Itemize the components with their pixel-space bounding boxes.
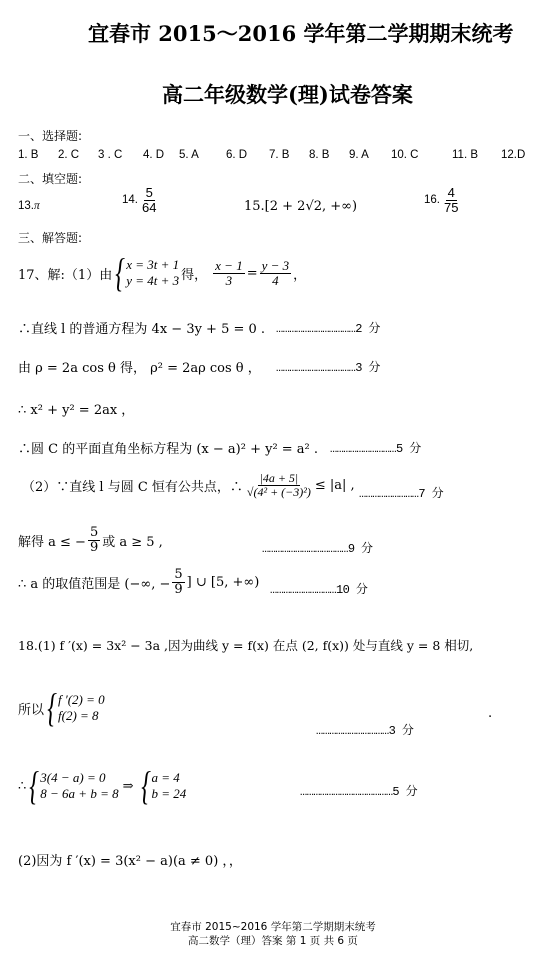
q17-dist-num: |4a + 5| [259,471,299,485]
answer-9: 9. A [349,149,369,161]
q17-get: 得， [181,267,208,283]
q18-system [44,685,105,730]
score-2: ………………………………2 分 [276,322,380,336]
fill-answer-13 [18,200,40,212]
q17-circle-equation: ∴圆 C 的平面直角坐标方程为 (x − a)² + y² = a² . [18,442,319,457]
fill-16-numerator: 4 [447,185,455,200]
section-choice-heading: 一、选择题: [18,129,83,143]
section-fill-heading: 二、填空题: [18,172,83,186]
q17-intro: 17、解:（1）由 [18,267,113,283]
section-solution-heading: 三、解答题: [18,231,83,245]
fill-13-label: 13. [18,200,34,212]
q18-solve-line [18,763,187,808]
q18-system-row1: f ′(2) = 0 [58,691,105,707]
answer-12: 12.D [501,149,526,161]
q18-system-row6: b = 24 [151,786,187,801]
q17-solve-den: 9 [89,539,99,555]
fill-16-denominator: 75 [444,199,459,215]
fill-14-label: 14. [122,194,138,207]
answer-6: 6. D [226,149,248,161]
q17-frac2-den: 4 [272,272,279,288]
q17-frac1-den: 3 [225,272,233,288]
answer-10: 10. C [391,149,419,161]
q17-part2-post: ≤ |a| , [314,477,355,493]
q17-range-den: 9 [174,581,183,597]
answer-11: 11. B [452,149,478,161]
q17-range-num: 5 [174,567,183,582]
brace-icon: { [115,250,126,295]
answer-4: 4. D [143,149,165,161]
q17-solve-post: 或 a ≥ 5 , [102,534,163,550]
q18-dot: . [488,706,493,721]
q17-range-line [18,568,259,596]
q18-part1: 18.(1) f ′(x) = 3x² − 3a ,因为曲线 y = f(x) 在点 (2, f(x)) 处与直线 y = 8 相切, [18,638,474,653]
score-3b: ……………………………3 分 [316,724,414,738]
answer-2: 2. C [58,149,80,161]
q18-system-line [18,685,105,730]
footer-line2: 高二数学（理）答案 第 1 页 共 6 页 [188,935,358,947]
q17-solve-line [18,526,163,554]
q17-polar: 由 ρ = 2a cos θ 得， ρ² = 2aρ cos θ ， [18,361,261,376]
q18-so: 所以 [18,702,45,718]
q17-solve-num: 5 [89,525,99,540]
answer-1: 1. B [18,149,39,161]
score-10: …………………………10 分 [270,583,368,597]
score-9: …………………………………9 分 [262,542,373,556]
q17-part2-pre: （2）∵直线 l 与圆 C 恒有公共点，∴ [22,479,243,495]
q18-system-3 [138,763,187,808]
answer-7: 7. B [269,149,290,161]
fill-14-numerator: 5 [145,185,153,200]
q18-therefore: ∴ [18,778,27,794]
q18-system-row3: 3(4 − a) = 0 [40,769,106,785]
page-subtitle: 高二年级数学(理)试卷答案 [162,82,413,107]
q17-system-row1: x = 3t + 1 [126,256,180,272]
fill-16-label: 16. [424,194,440,207]
score-5b: ……………………………………5 分 [300,785,418,799]
q17-part2-line [22,472,355,498]
implies-icon: ⇒ [122,778,134,794]
q17-intro-line: 17、解:（1）由 { x = 3t + 1 y = 4t + 3 得， $\frac{x - 1}{3}$ = $\frac{y - 3}{4}$ ， [18,250,307,295]
fill-answer-16 [424,186,462,214]
q18-system-row5: a = 4 [151,769,180,785]
answer-5: 5. A [179,149,199,161]
score-7: ………………………7 分 [359,487,444,501]
fill-14-denominator: 64 [142,199,157,215]
q17-range-post: ] ∪ [5, +∞) [186,574,260,590]
q18-part2: (2)因为 f ′(x) = 3(x² − a)(a ≠ 0) ，， [18,854,242,869]
q17-frac2-num: y − 3 [261,257,290,273]
q17-line-equation: ∴直线 l 的普通方程为 4x − 3y + 5 = 0 . [18,322,266,337]
q17-range-pre: ∴ a 的取值范围是 (−∞, − [18,576,171,592]
answer-3: 3 . C [98,149,123,161]
q17-dist-den: √(4² + (−3)²) [246,484,311,499]
q18-system-2 [26,763,119,808]
q18-system-row4: 8 − 6a + b = 8 [40,786,119,801]
footer-line1: 宜春市 2015~2016 学年第二学期期末统考 [170,921,376,933]
q17-system [112,250,180,295]
score-3: ………………………………3 分 [276,361,380,375]
fill-answer-15: 15.[2 + 2√2, +∞) [244,199,358,214]
q17-solve-pre: 解得 a ≤ − [18,534,86,550]
fill-13-value: π [34,200,40,212]
q18-system-row2: f(2) = 8 [58,708,99,723]
answer-8: 8. B [309,149,330,161]
q17-frac1-num: x − 1 [215,257,243,273]
q17-system-row2: y = 4t + 3 [126,273,180,288]
brace-icon: { [29,763,40,808]
page-title: 宜春市 2015～2016 学年第二学期期末统考 [88,21,514,46]
fill-answer-14 [122,186,160,214]
q17-comma: ， [293,267,307,283]
score-5: …………………………5 分 [330,442,421,456]
brace-icon: { [140,763,151,808]
brace-icon: { [47,685,57,730]
q17-cartesian: ∴ x² + y² = 2ax ， [18,403,135,418]
